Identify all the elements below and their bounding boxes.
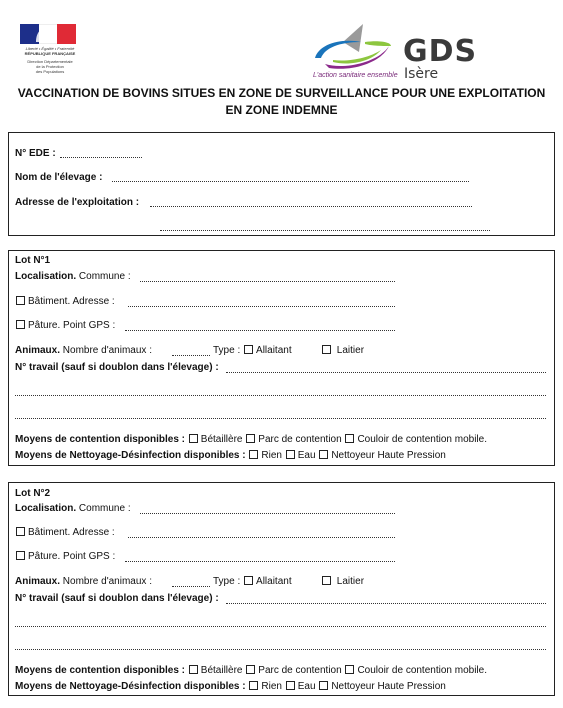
lot-1-allaitant-label: Allaitant <box>256 345 292 356</box>
lot-2-parc-label: Parc de contention <box>258 665 342 676</box>
title-line-1: VACCINATION DE BOVINS SITUES EN ZONE DE SURVEILLANCE POUR UNE EXPLOITATION <box>17 86 546 100</box>
lot-2-animaux-bold: Animaux. <box>15 576 61 587</box>
lot-2-animaux <box>15 576 152 588</box>
lot-1-batiment-label: Bâtiment. Adresse : <box>28 296 115 307</box>
gds-logo-icon <box>309 22 401 74</box>
lot-2-nettoyage <box>15 681 446 693</box>
lot-2-rien-label: Rien <box>261 681 282 692</box>
lot-1-pature-field[interactable] <box>125 330 395 331</box>
lot-2-contention <box>15 665 487 677</box>
elevage-field[interactable] <box>112 181 469 182</box>
lot-1-batiment-field[interactable] <box>128 306 395 307</box>
lot-1-travail-label: N° travail (sauf si doublon dans l'élevage) : <box>15 362 219 373</box>
lot-1-couloir-label: Couloir de contention mobile. <box>357 434 487 445</box>
lot-2-pature <box>15 551 115 563</box>
lot-2-couloir-label: Couloir de contention mobile. <box>357 665 487 676</box>
lot-1-batiment <box>15 296 115 308</box>
lot-2-contention-label: Moyens de contention disponibles : <box>15 665 186 676</box>
lot-2-nombre-field[interactable] <box>172 586 210 587</box>
adresse-field-1[interactable] <box>150 206 472 207</box>
lot-1-nettoyeur-label: Nettoyeur Haute Pression <box>331 450 446 461</box>
lot-1-eau-label: Eau <box>297 450 316 461</box>
lot-2-batiment <box>15 527 115 539</box>
lot-1-travail-field[interactable] <box>226 372 546 373</box>
lot-2-localisation-bold: Localisation. <box>15 503 77 514</box>
lot-2-travail-field-2[interactable] <box>15 626 546 627</box>
lot-2-title: Lot N°2 <box>15 488 51 499</box>
lot-2-nettoyeur-label: Nettoyeur Haute Pression <box>331 681 446 692</box>
lot-1-commune-label: Commune : <box>78 271 131 282</box>
lot-1-pature <box>15 320 115 332</box>
lot-1-type <box>213 345 292 357</box>
lot-1-localisation <box>15 271 131 283</box>
adresse-label: Adresse de l'exploitation : <box>15 197 140 208</box>
ede-label: N° EDE : <box>15 148 56 159</box>
lot-1-contention <box>15 434 487 446</box>
lot-2-pature-checkbox[interactable] <box>16 551 25 560</box>
lot-1-betaillere-checkbox[interactable] <box>189 434 198 443</box>
lot-2-batiment-label: Bâtiment. Adresse : <box>28 527 115 538</box>
lot-2-parc-checkbox[interactable] <box>246 665 255 674</box>
lot-2-travail-field[interactable] <box>226 603 546 604</box>
lot-2-nombre-label: Nombre d'animaux : <box>62 576 152 587</box>
lot-1-rien-label: Rien <box>261 450 282 461</box>
lot-2-betaillere-label: Bétaillère <box>200 665 243 676</box>
lot-2-laitier-checkbox[interactable] <box>322 576 331 585</box>
lot-1-nombre-field[interactable] <box>172 355 210 356</box>
direction-line-2: de la Protection <box>36 64 64 69</box>
direction-line-1: Direction Départementale <box>27 59 73 64</box>
lot-1-contention-label: Moyens de contention disponibles : <box>15 434 186 445</box>
lot-2-pature-label: Pâture. Point GPS : <box>28 551 116 562</box>
lot-2-nettoyage-label: Moyens de Nettoyage-Désinfection disponibles : <box>15 681 246 692</box>
lot-2-laitier <box>321 576 364 588</box>
gds-logo-text: GDS <box>403 34 478 69</box>
lot-1-betaillere-label: Bétaillère <box>200 434 243 445</box>
farm-info-box <box>8 132 555 236</box>
lot-2-type <box>213 576 292 588</box>
document-title <box>0 85 563 119</box>
lot-1-type-label: Type : <box>213 345 241 356</box>
lot-2-commune-label: Commune : <box>78 503 131 514</box>
lot-1-pature-label: Pâture. Point GPS : <box>28 320 116 331</box>
ede-field[interactable] <box>60 157 142 158</box>
republic-name: RÉPUBLIQUE FRANÇAISE <box>24 51 76 56</box>
lot-2-betaillere-checkbox[interactable] <box>189 665 198 674</box>
lot-1-localisation-bold: Localisation. <box>15 271 77 282</box>
lot-2-laitier-label: Laitier <box>336 576 365 587</box>
lot-2-couloir-checkbox[interactable] <box>345 665 354 674</box>
direction-line-3: des Populations <box>35 69 65 74</box>
lot-1-nombre-label: Nombre d'animaux : <box>62 345 152 356</box>
lot-1-travail-field-3[interactable] <box>15 418 546 419</box>
gds-region: Isère <box>404 66 439 82</box>
lot-2-nettoyeur-checkbox[interactable] <box>319 681 328 690</box>
lot-1-parc-checkbox[interactable] <box>246 434 255 443</box>
lot-2-batiment-field[interactable] <box>128 537 395 538</box>
lot-1-nettoyeur-checkbox[interactable] <box>319 450 328 459</box>
lot-1-allaitant-checkbox[interactable] <box>244 345 253 354</box>
lot-1-nettoyage <box>15 450 446 462</box>
lot-1-animaux-bold: Animaux. <box>15 345 61 356</box>
lot-2-type-label: Type : <box>213 576 241 587</box>
title-line-2: EN ZONE INDEMNE <box>225 103 338 117</box>
adresse-field-2[interactable] <box>160 230 490 231</box>
lot-2-eau-label: Eau <box>297 681 316 692</box>
lot-2-batiment-checkbox[interactable] <box>16 527 25 536</box>
lot-1-laitier-checkbox[interactable] <box>322 345 331 354</box>
lot-2-rien-checkbox[interactable] <box>249 681 258 690</box>
flag-red <box>57 24 76 44</box>
gds-slogan: L'action sanitaire ensemble <box>313 72 398 79</box>
lot-2-commune-field[interactable] <box>140 513 395 514</box>
lot-1-title: Lot N°1 <box>15 255 51 266</box>
lot-1-pature-checkbox[interactable] <box>16 320 25 329</box>
marianne-icon <box>30 25 52 43</box>
lot-2-travail-field-3[interactable] <box>15 649 546 650</box>
lot-1-commune-field[interactable] <box>140 281 395 282</box>
lot-1-eau-checkbox[interactable] <box>286 450 295 459</box>
elevage-label: Nom de l'élevage : <box>15 172 103 183</box>
lot-1-couloir-checkbox[interactable] <box>345 434 354 443</box>
lot-1-travail-field-2[interactable] <box>15 395 546 396</box>
lot-1-batiment-checkbox[interactable] <box>16 296 25 305</box>
lot-1-nettoyage-label: Moyens de Nettoyage-Désinfection disponibles : <box>15 450 246 461</box>
lot-2-travail-label: N° travail (sauf si doublon dans l'élevage) : <box>15 593 219 604</box>
lot-1-rien-checkbox[interactable] <box>249 450 258 459</box>
marianne-motto: Liberté • Égalité • Fraternité <box>25 46 75 51</box>
lot-1-laitier-label: Laitier <box>336 345 365 356</box>
lot-1-animaux <box>15 345 152 357</box>
lot-2-allaitant-checkbox[interactable] <box>244 576 253 585</box>
lot-2-localisation <box>15 503 131 515</box>
lot-1-parc-label: Parc de contention <box>258 434 342 445</box>
lot-2-eau-checkbox[interactable] <box>286 681 295 690</box>
lot-2-pature-field[interactable] <box>125 561 395 562</box>
lot-1-laitier <box>321 345 364 357</box>
lot-2-allaitant-label: Allaitant <box>256 576 292 587</box>
